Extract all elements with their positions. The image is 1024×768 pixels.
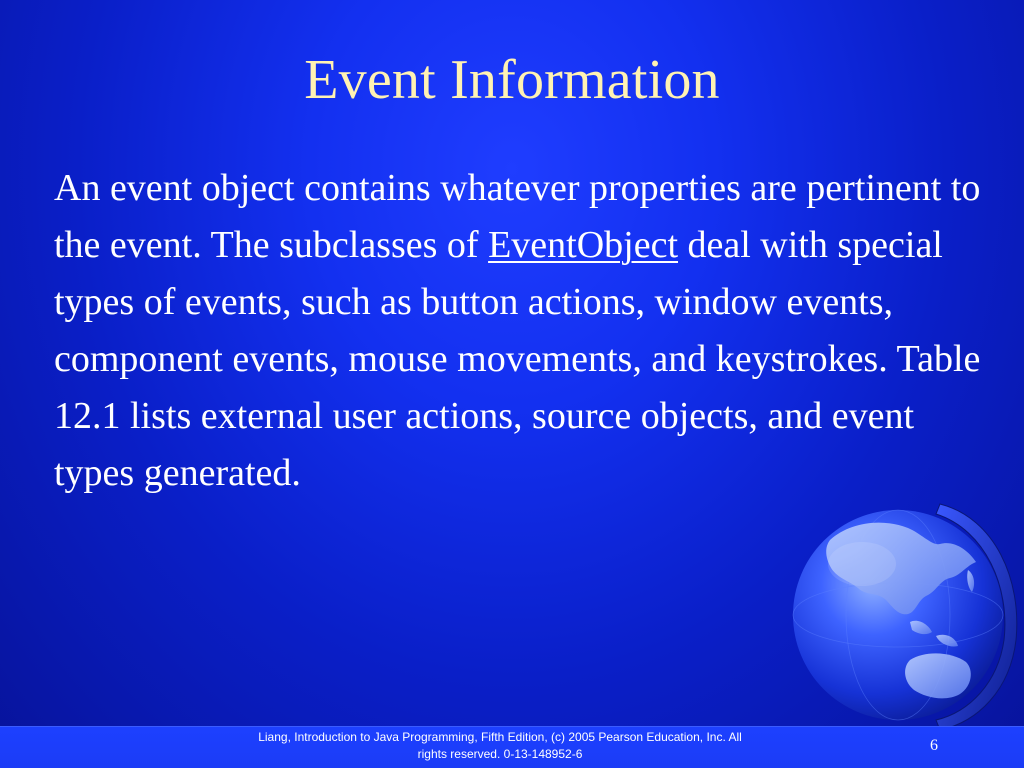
globe-icon (790, 500, 1024, 730)
footer-copyright (200, 729, 800, 763)
slide-body-text (54, 160, 984, 502)
page-number: 6 (930, 737, 938, 754)
footer-bar (0, 726, 1024, 768)
footer-line-2: rights reserved. 0-13-148952-6 (417, 747, 583, 761)
footer-line-1: Liang, Introduction to Java Programming, Fifth Edition, (c) 2005 Pearson Education, Inc. All (258, 730, 742, 744)
slide-title: Event Information (304, 49, 720, 111)
eventobject-link[interactable]: EventObject (488, 224, 679, 266)
body-text-part-1: An event object contains whatever properties are pertinent to the event. The subclasses of (54, 167, 981, 266)
body-text-part-2: deal with special types of events, such as button actions, window events, component events, mouse movements, and keystrokes. Table 12.1 lists external user actions, source objects, and event types generated. (54, 224, 981, 494)
